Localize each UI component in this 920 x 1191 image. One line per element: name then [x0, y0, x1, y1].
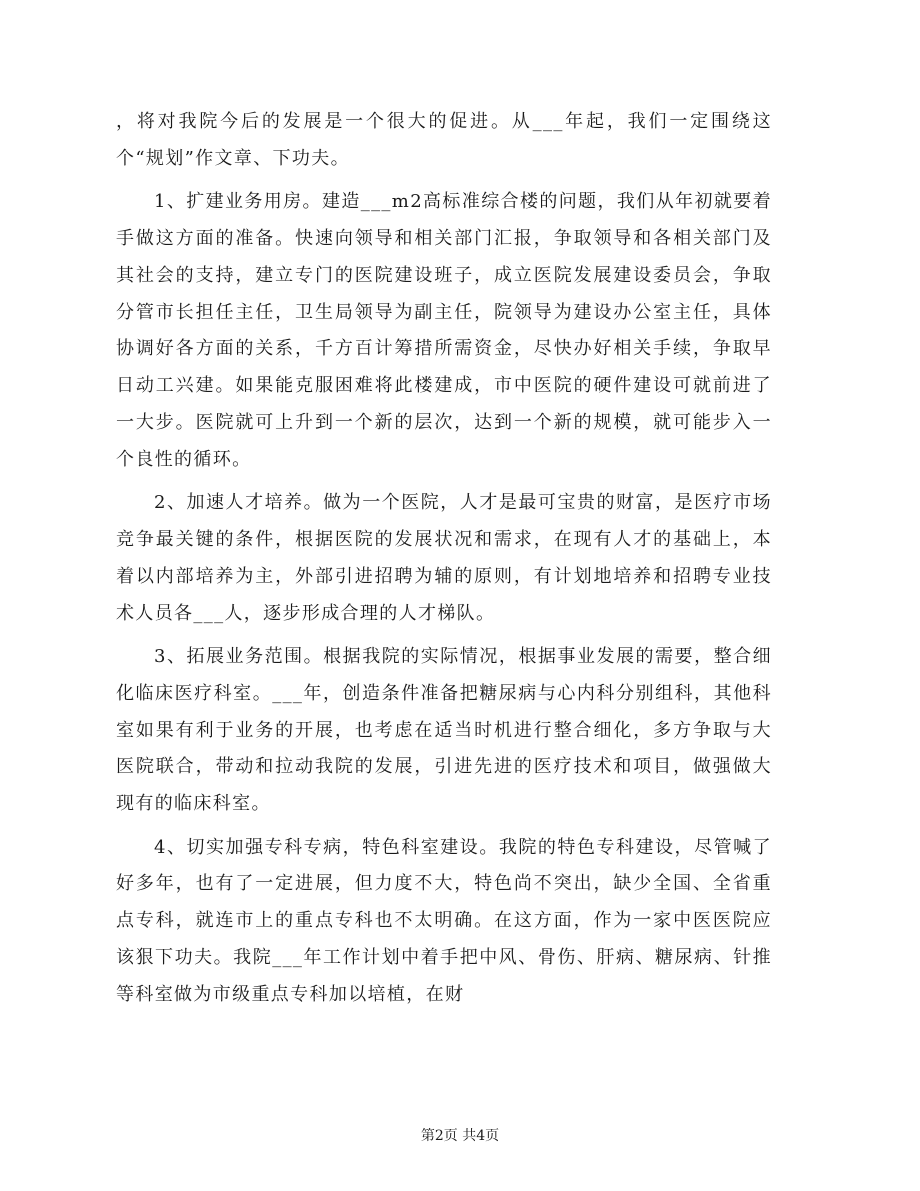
paragraph-talent-training: 2、加速人才培养。做为一个医院，人才是最可宝贵的财富，是医疗市场竞争最关键的条件，根据医院的发展状况和需求，在现有人才的基础上，本着以内部培养为主，外部引进招聘为辅的原则，有计划地培养和招聘专业技术人员各___人，逐步形成合理的人才梯队。 — [116, 492, 772, 624]
paragraph-continuation: ，将对我院今后的发展是一个很大的促进。从___年起，我们一定围绕这个“规划”作文章、下功夫。 — [116, 111, 772, 169]
document-body — [116, 104, 772, 1020]
page-number-footer: 第2页 共4页 — [420, 1128, 500, 1144]
paragraph-expand-buildings: 1、扩建业务用房。建造___m2高标准综合楼的问题，我们从年初就要着手做这方面的准备。快速向领导和相关部门汇报，争取领导和各相关部门及其社会的支持，建立专门的医院建设班子，成立医院发展建设委员会，争取分管市长担任主任，卫生局领导为副主任，院领导为建设办公室主任，具体协调好各方面的关系，千方百计筹措所需资金，尽快办好相关手续，争取早日动工兴建。如果能克服困难将此楼建成，市中医院的硬件建设可就前进了一大步。医院就可上升到一个新的层次，达到一个新的规模，就可能步入一个良性的循环。 — [116, 191, 772, 470]
paragraph-business-scope: 3、拓展业务范围。根据我院的实际情况，根据事业发展的需要，整合细化临床医疗科室。___年，创造条件准备把糖尿病与心内科分别组科，其他科室如果有利于业务的开展，也考虑在适当时机进行整合细化，多方争取与大医院联合，带动和拉动我院的发展，引进先进的医疗技术和项目，做强做大现有的临床科室。 — [116, 645, 772, 815]
paragraph-specialty-departments: 4、切实加强专科专病，特色科室建设。我院的特色专科建设，尽管喊了好多年，也有了一定进展，但力度不大，特色尚不突出，缺少全国、全省重点专科，就连市上的重点专科也不太明确。在这方面，作为一家中医医院应该狠下功夫。我院___年工作计划中着手把中风、骨伤、肝病、糖尿病、针推等科室做为市级重点专科加以培植，在财 — [116, 836, 772, 1005]
